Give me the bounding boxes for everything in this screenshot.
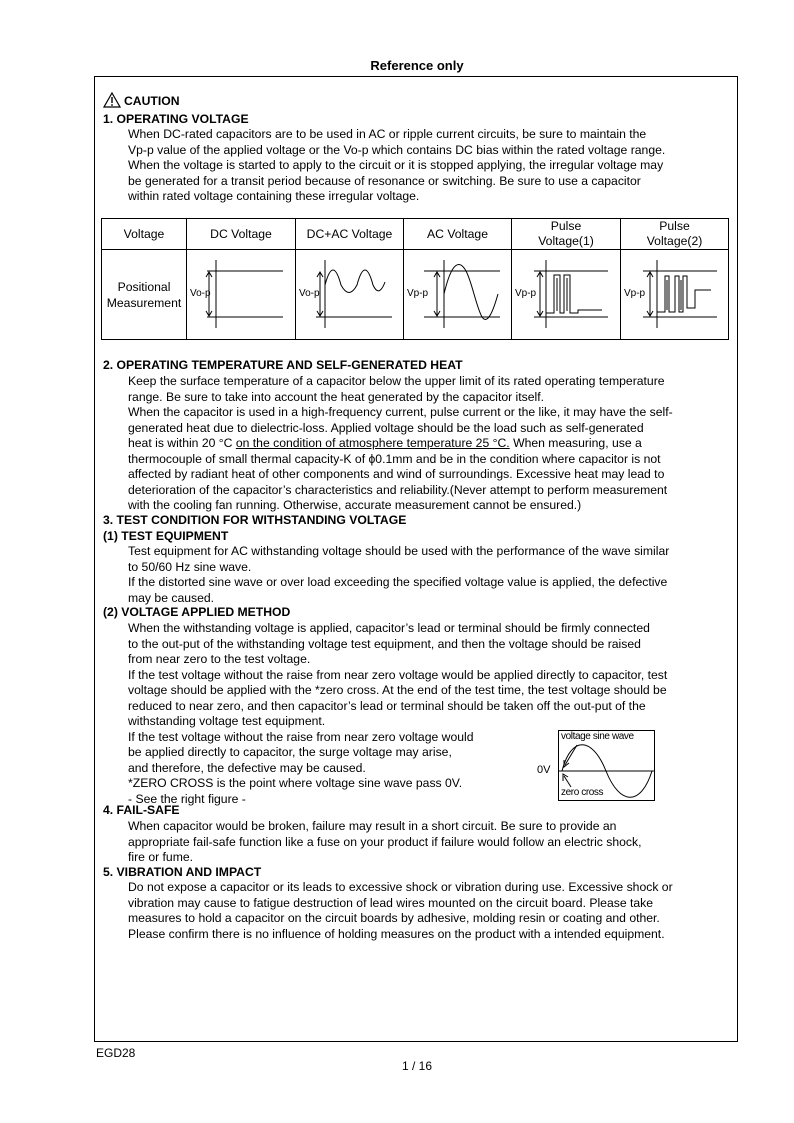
document-code: EGD28 [96,1046,136,1060]
text-line: Please confirm there is no influence of holding measures on the product with a intended equipment. [128,926,665,941]
text-line: When the voltage is started to apply to the circuit or it is stopped applying, the irregular voltage may [128,158,664,172]
ac-waveform-graphic [404,250,512,339]
text-line: affected by radiant heat of other components and wind of surroundings. Excessive heat may lead to [128,467,665,481]
text-line: voltage should be applied with the *zero cross. At the end of the test time, the test voltage should be [128,683,667,697]
text-line: - See the right figure - [128,791,246,806]
text-line: to 50/60 Hz sine wave. [128,559,252,574]
section-3-title: 3. TEST CONDITION FOR WITHSTANDING VOLTAGE [103,513,407,527]
section-1-title: 1. OPERATING VOLTAGE [103,112,249,126]
warning-triangle-icon [103,92,121,108]
text-line: If the distorted sine wave or over load exceeding the specified voltage value is applied, the defective [128,575,668,589]
text-line: Vp-p value of the applied voltage or the Vo-p which contains DC bias within the rated voltage range. [128,142,666,157]
pulse-1-waveform-graphic [512,250,621,339]
wave-label: Vo-p [190,288,211,299]
section-3-1-title: (1) TEST EQUIPMENT [103,529,229,543]
text-line: fire or fume. [128,850,194,864]
caution-label: CAUTION [124,94,180,108]
text-line: reduced to near zero, and then capacitor’s lead or terminal should be taken off the out-put of the [128,698,646,713]
text-line: If the test voltage without the raise from near zero voltage would be applied directly to capacitor, test [128,667,668,682]
voltage-sine-wave-label: voltage sine wave [561,731,634,742]
voltage-table [101,218,729,340]
text-line: When capacitor would be broken, failure may result in a short circuit. Be sure to provide an [128,819,617,833]
zero-cross-figure [558,730,655,801]
text-line: Keep the surface temperature of a capacitor below the upper limit of its rated operating temperature [128,374,665,388]
text-line: Do not expose a capacitor or its leads to excessive shock or vibration during use. Excessive shock or [128,880,673,894]
text-fragment: When measuring, use a [509,436,642,450]
text-line: If the test voltage without the raise from near zero voltage would [128,729,474,744]
dc-ac-voltage-waveform [296,250,404,340]
text-line: with the cooling fan running. Otherwise, accurate measurement cannot be ensured.) [128,498,582,512]
phi-symbol: ϕ [368,451,376,466]
text-line: be generated for a transit period because of resonance or switching. Be sure to use a capacitor [128,173,641,188]
text-fragment: thermocouple of small thermal capacity-K of [128,451,369,466]
table-header: Pulse Voltage(2) [621,219,729,250]
wave-label: Vp-p [407,288,429,299]
section-4-title: 4. FAIL-SAFE [103,803,180,817]
section-1-body [128,127,665,205]
table-header: DC+AC Voltage [296,219,404,250]
page-number: 1 / 16 [401,1059,433,1073]
section-2-title: 2. OPERATING TEMPERATURE AND SELF-GENERATED HEAT [103,358,463,372]
pulse-2-waveform-graphic [621,250,729,339]
section-3-2-title: (2) VOLTAGE APPLIED METHOD [103,605,291,619]
text-line: withstanding voltage test equipment. [128,714,326,728]
ac-voltage-waveform [404,250,512,340]
pulse-voltage-2-waveform [621,250,729,340]
wave-label: Vp-p [624,288,646,299]
zero-cross-label: zero cross [561,787,604,798]
text-line: When the capacitor is used in a high-frequency current, pulse current or the like, it may have the self- [128,405,673,419]
section-5-body [128,880,673,942]
caution-heading [103,92,180,108]
section-2-body [128,374,673,514]
text-line: When DC-rated capacitors are to be used in AC or ripple current circuits, be sure to maintain the [128,127,647,141]
underlined-condition: on the condition of atmosphere temperature 25 °C. [235,436,510,450]
text-line: and therefore, the defective may be caused. [128,760,366,775]
text-fragment: heat is within 20 °C [128,436,236,450]
text-fragment: 0.1mm and be in the condition where capacitor is not [375,451,661,466]
text-line: may be caused. [128,590,215,605]
text-line: *ZERO CROSS is the point where voltage sine wave pass 0V. [128,776,463,790]
text-line: Test equipment for AC withstanding voltage should be used with the performance of the wave similar [128,544,670,558]
text-line: generated heat due to dielectric-loss. Applied voltage should be the load such as self-generated [128,420,644,435]
text-line: to the out-put of the withstanding voltage test equipment, and then the voltage should be raised [128,636,641,651]
table-header: DC Voltage [187,219,296,250]
text-line: When the withstanding voltage is applied, capacitor’s lead or terminal should be firmly connected [128,621,650,635]
text-line [128,452,673,468]
text-line: appropriate fail-safe function like a fuse on your product if failure would follow an electric shock, [128,834,642,849]
zero-volt-label: 0V [537,764,551,776]
text-line: vibration may cause to fatigue destruction of lead wires mounted on the circuit board. Please take [128,895,654,910]
wave-label: Vo-p [299,288,320,299]
wave-label: Vp-p [515,288,537,299]
text-line: range. Be sure to take into account the heat generated by the capacitor itself. [128,389,544,404]
section-4-body [128,819,642,866]
section-5-title: 5. VIBRATION AND IMPACT [103,865,262,879]
text-line [128,436,673,452]
text-line: from near zero to the test voltage. [128,652,311,666]
text-line: measures to hold a capacitor on the circuit boards by adhesive, molding resin or coating and other. [128,911,660,925]
dc-ac-waveform-graphic [296,250,404,339]
text-line: within rated voltage containing these irregular voltage. [128,189,420,203]
dc-voltage-waveform [187,250,296,340]
row-label-positional-measurement: Positional Measurement [102,250,187,340]
section-3-1-body [128,544,669,606]
text-line: deterioration of the capacitor’s characteristics and reliability.(Never attempt to perform measurement [128,482,668,497]
table-header: Pulse Voltage(1) [512,219,621,250]
text-line: be applied directly to capacitor, the surge voltage may arise, [128,745,452,759]
table-header: AC Voltage [404,219,512,250]
pulse-voltage-1-waveform [512,250,621,340]
page-header-title: Reference only [370,58,464,73]
table-header: Voltage [102,219,187,250]
dc-waveform-graphic [187,250,296,339]
